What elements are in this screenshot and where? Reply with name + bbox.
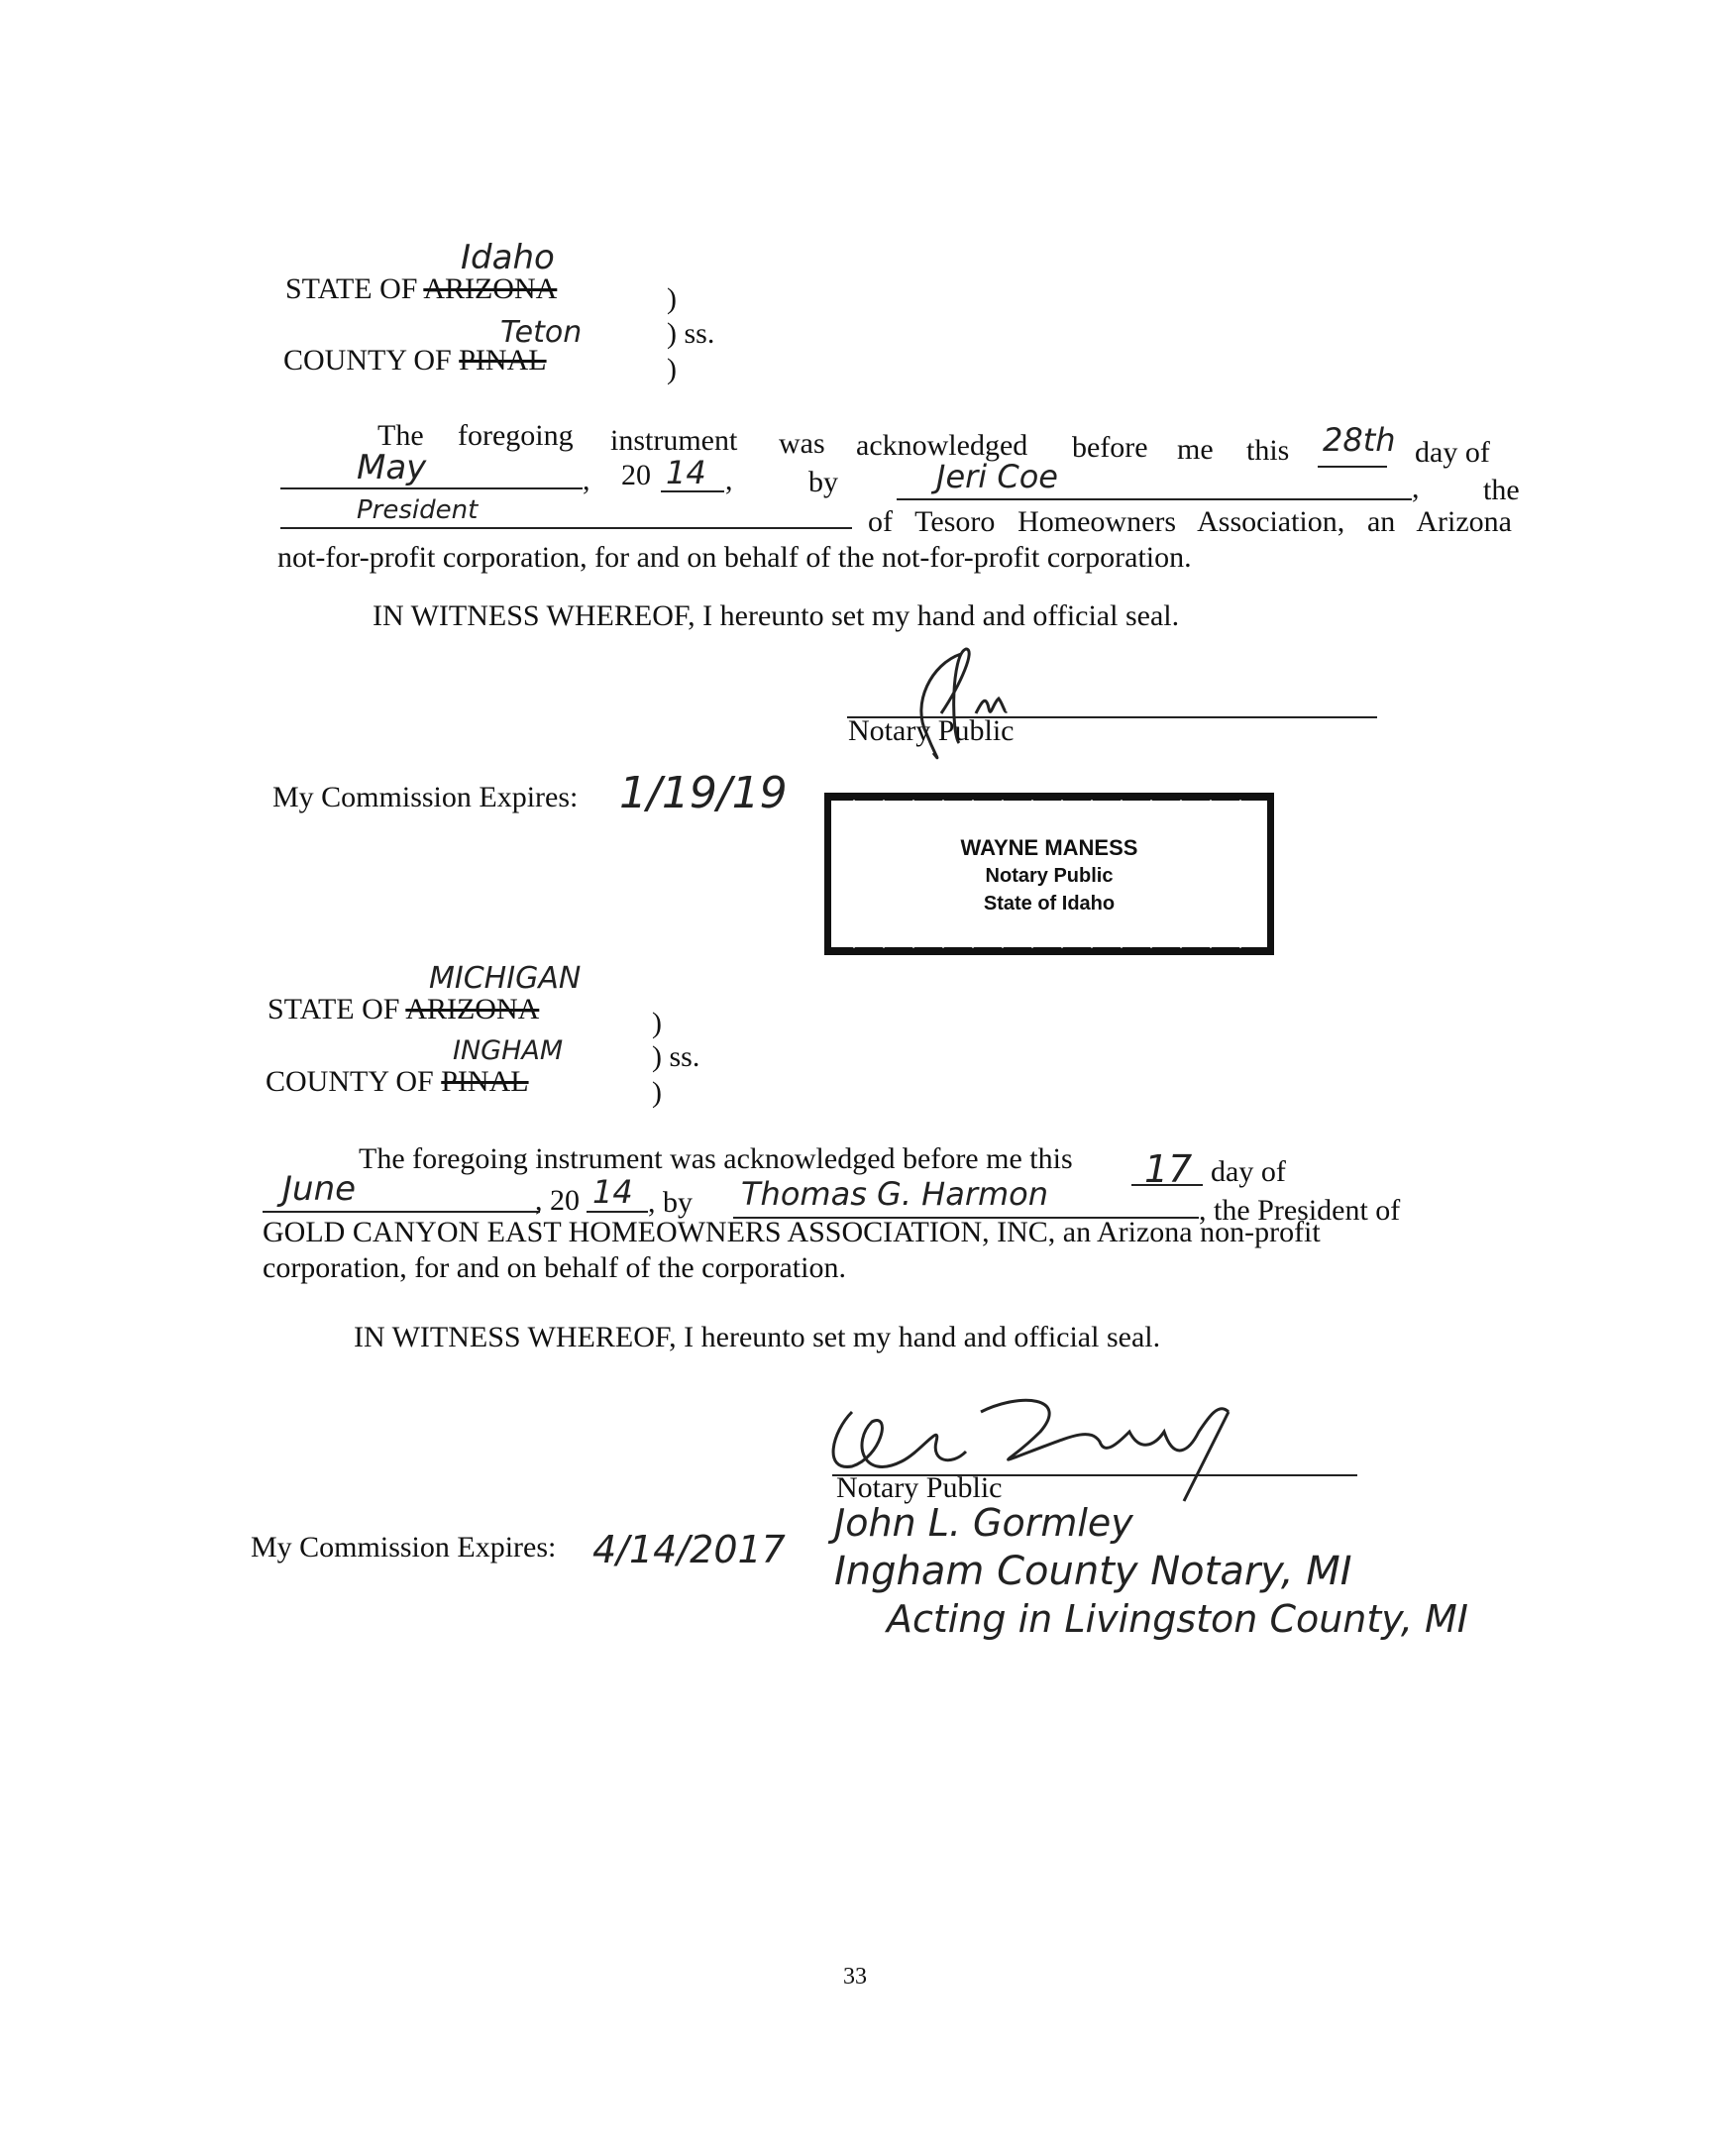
day-of-1: day of bbox=[1415, 436, 1490, 469]
day-value-2: 17 bbox=[1144, 1147, 1193, 1191]
p1-word-5: acknowledged bbox=[856, 429, 1028, 462]
comma-1b: , bbox=[725, 464, 733, 496]
p1-word-8: this bbox=[1246, 434, 1290, 467]
p1-word-7: me bbox=[1177, 433, 1214, 466]
commission-value-1: 1/19/19 bbox=[619, 768, 788, 818]
title-underline-1 bbox=[280, 527, 852, 529]
comma-1: , bbox=[583, 464, 590, 496]
commission-value-2: 4/14/2017 bbox=[592, 1528, 786, 1571]
year-value-2: 14 bbox=[592, 1173, 633, 1211]
day-underline-1 bbox=[1318, 466, 1387, 468]
witness-1: IN WITNESS WHEREOF, I hereunto set my hand and official seal. bbox=[373, 599, 1180, 632]
notary-public-2: Notary Public bbox=[836, 1471, 1003, 1504]
state-handwritten-2: MICHIGAN bbox=[429, 961, 582, 996]
page-number: 33 bbox=[843, 1964, 867, 1990]
seal-name: WAYNE MANESS bbox=[960, 835, 1138, 860]
seal-state: State of Idaho bbox=[983, 893, 1116, 915]
p1-word-4: was bbox=[779, 427, 825, 460]
year-prefix-2: , 20 bbox=[535, 1184, 580, 1217]
day-value-1: 28th bbox=[1323, 421, 1396, 459]
signer-name-2: Thomas G. Harmon bbox=[741, 1175, 1049, 1213]
day-underline-2 bbox=[1131, 1184, 1203, 1186]
paren-2b: ) bbox=[652, 1076, 662, 1109]
month-value-2: June bbox=[282, 1169, 357, 1209]
seal-title: Notary Public bbox=[985, 865, 1114, 887]
state-label-2: STATE OF ARIZONA bbox=[268, 993, 540, 1025]
month-underline-1 bbox=[280, 487, 583, 489]
signer-underline-1 bbox=[897, 498, 1412, 500]
month-underline-2 bbox=[263, 1211, 540, 1213]
year-underline-1 bbox=[661, 490, 724, 492]
p2-line-1: The foregoing instrument was acknowledged before me this bbox=[359, 1142, 1073, 1175]
p1-word-6: before bbox=[1072, 431, 1148, 464]
year-value-1: 14 bbox=[666, 454, 706, 491]
signer-name-1: Jeri Coe bbox=[936, 458, 1058, 495]
notary-handwritten-county: Ingham County Notary, MI bbox=[834, 1549, 1352, 1594]
ss-1: ) ss. bbox=[667, 317, 715, 350]
p2-line-3: GOLD CANYON EAST HOMEOWNERS ASSOCIATION, INC, an Arizona non-profit bbox=[263, 1216, 1321, 1248]
state-label-1: STATE OF ARIZONA bbox=[285, 272, 558, 305]
day-of-2: day of bbox=[1211, 1155, 1286, 1188]
notary-public-1: Notary Public bbox=[848, 714, 1015, 747]
ss-2: ) ss. bbox=[652, 1040, 700, 1073]
notary-handwritten-acting: Acting in Livingston County, MI bbox=[887, 1597, 1468, 1641]
p1-word-2: foregoing bbox=[458, 419, 574, 452]
p1-line-4: not-for-profit corporation, for and on behalf of the not-for-profit corporation. bbox=[277, 541, 1192, 574]
p1-word-3: instrument bbox=[610, 424, 738, 457]
witness-2: IN WITNESS WHEREOF, I hereunto set my hand and official seal. bbox=[354, 1321, 1161, 1353]
county-handwritten-2: INGHAM bbox=[453, 1035, 564, 1066]
year-prefix-1: 20 bbox=[621, 459, 651, 491]
commission-label-2: My Commission Expires: bbox=[251, 1531, 557, 1563]
paren-1b: ) bbox=[667, 353, 677, 385]
paren-2a: ) bbox=[652, 1007, 662, 1039]
county-handwritten-1: Teton bbox=[500, 315, 583, 350]
of-tesoro-text: of Tesoro Homeowners Association, an Arizona bbox=[868, 505, 1512, 538]
month-value-1: May bbox=[357, 448, 427, 487]
paren-1a: ) bbox=[667, 282, 677, 315]
the-president-2: , the President of bbox=[1199, 1194, 1401, 1227]
title-value-1: President bbox=[357, 495, 479, 525]
comma-1c: , bbox=[1412, 472, 1420, 504]
county-label-1: COUNTY OF PINAL bbox=[283, 344, 547, 377]
p1-word-1: The bbox=[377, 419, 424, 452]
county-label-2: COUNTY OF PINAL bbox=[266, 1065, 529, 1098]
the-1: the bbox=[1483, 474, 1520, 506]
by-1: by bbox=[808, 466, 838, 498]
state-handwritten-1: Idaho bbox=[461, 238, 555, 277]
seal-top-scallop bbox=[824, 787, 1274, 801]
p2-line-4: corporation, for and on behalf of the corporation. bbox=[263, 1251, 846, 1284]
seal-bottom-scallop bbox=[824, 947, 1274, 961]
year-underline-2 bbox=[587, 1211, 648, 1213]
notary-handwritten-name: John L. Gormley bbox=[834, 1501, 1133, 1545]
commission-label-1: My Commission Expires: bbox=[272, 781, 579, 813]
by-2: , by bbox=[648, 1186, 693, 1219]
notary-seal bbox=[824, 793, 1274, 955]
